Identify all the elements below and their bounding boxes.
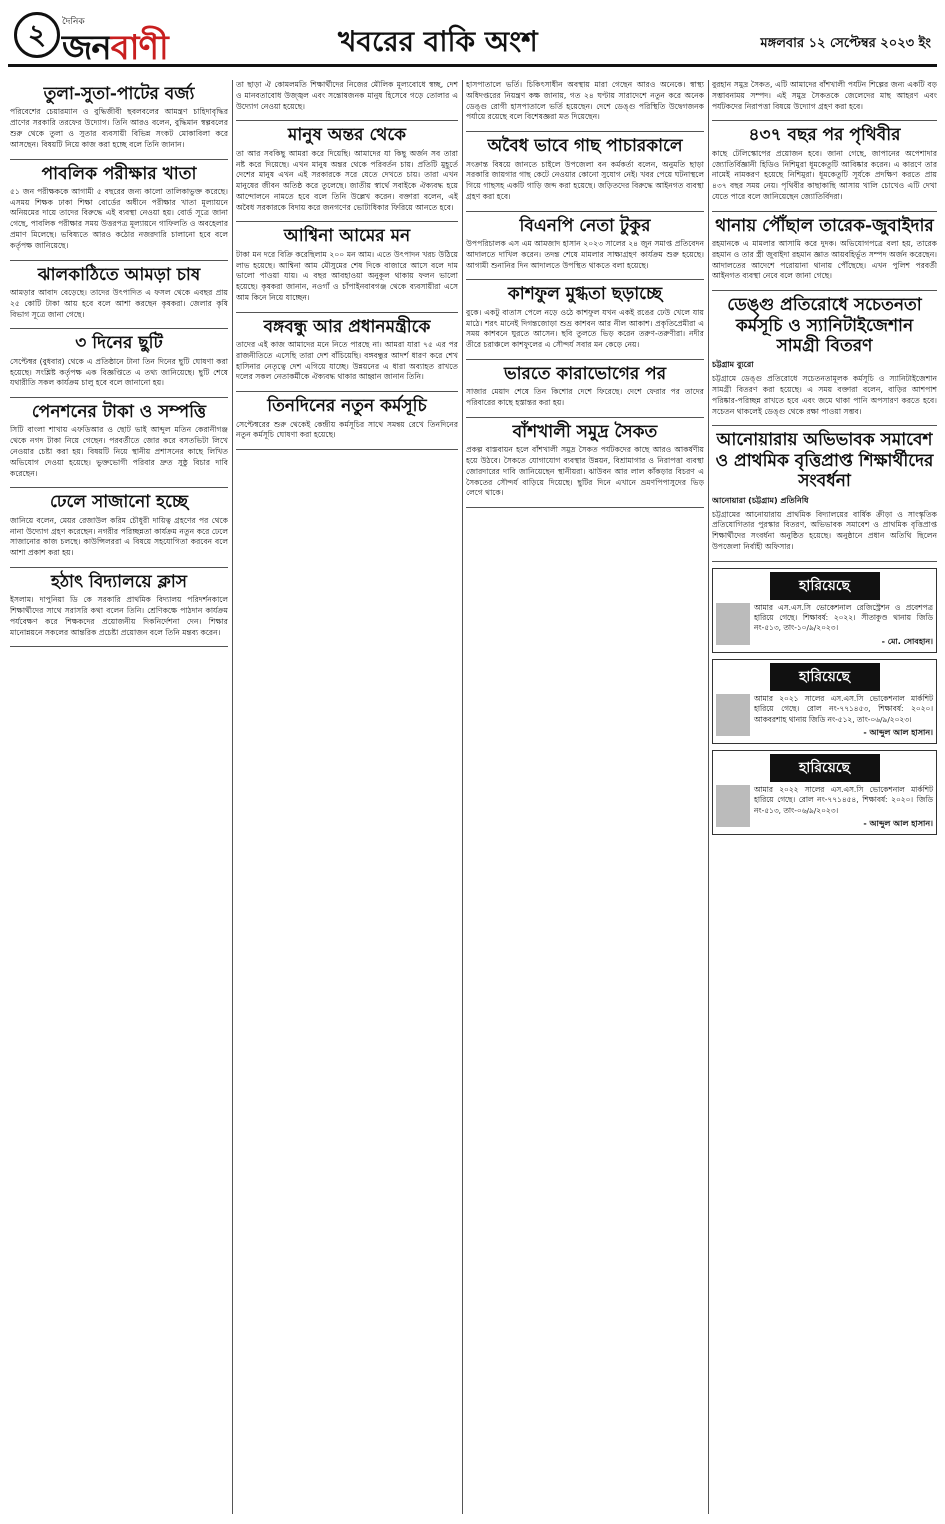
- article-headline: কাশফুল মুগ্ধতা ছড়াচ্ছে: [507, 284, 663, 305]
- article-divider: [236, 120, 458, 121]
- article: [712, 295, 937, 417]
- article-body: তা ছাড়া ঐ কোমলমতি শিক্ষার্থীদের নিজের মৌলিক মূল্যবোধে স্বচ্ছ, দেশ ও মানবতাবোধ উজ্জ্বল এবং সন্তোষজনক মানুষ হিসেবে গড়ে তোলার এ উদ্যোগ নেওয়া হয়েছে।: [236, 80, 458, 111]
- article-divider: [466, 131, 704, 132]
- article-headline: অবৈধ ভাবে গাছ পাচারকালে: [487, 136, 683, 157]
- article-byline: আনোয়ারা (চট্টগ্রাম) প্রতিনিধি: [712, 495, 809, 505]
- article-body: ৫১ জন পরীক্ষককে আগামী ৫ বছরের জন্য কালো তালিকাভুক্ত করেছে। এসময় শিক্ষক ঢাকা শিক্ষা বোর্ডের অধীনে পরীক্ষার খাতা মূল্যায়নে অনিয়মের দায়ে তাদের বিরুদ্ধে এই ব্যবস্থা নেওয়া হয়। বোর্ড সূত্রে জানা গেছে, পাবলিক পরীক্ষার সময় উত্তরপত্র মূল্যায়নে গাফিলতি ও অবহেলার প্রমাণ মিলেছে। ভবিষ্যতে আরও কঠোর নজরদারি চালানো হবে বলে কর্তৃপক্ষ জানিয়েছে।: [10, 186, 228, 250]
- article: [466, 422, 704, 499]
- article-headline: বঙ্গবন্ধু আর প্রধানমন্ত্রীকে: [263, 316, 431, 337]
- article-divider: [236, 391, 458, 392]
- article-divider: [466, 417, 704, 418]
- lost-notice-body: আমার এস.এস.সি ভোকেশনাল রেজিস্ট্রেশন ও প্রবেশপত্র হারিয়ে গেছে। শিক্ষাবর্ষ: ২০২২। সীতাকুণ্ড থানায় জিডি নং-৫১৩, তাং-১০/৯/২০২৩।: [754, 602, 933, 633]
- article-headline: মানুষ অন্তর থেকে: [287, 125, 407, 146]
- article-body: তাদের এই কাজ আমাদের মনে নিতে পারছে না। আমরা যারা ৭৫ এর পর রাজনীতিতে এসেছি তারা দেশ বাঁচিয়েছি। বঙ্গবন্ধুর আদর্শ ধারণ করে শেখ হাসিনার নেতৃত্বে দেশ এগিয়ে যাচ্ছে। উন্নয়নের এ ধারা অব্যাহত রাখতে দলের সকল নেতাকর্মীকে ঐক্যবদ্ধ থাকার আহ্বান জানান তিনি।: [236, 340, 458, 382]
- article: [466, 136, 704, 203]
- article-divider: [10, 567, 228, 568]
- article: [712, 430, 937, 552]
- article-divider: [236, 449, 458, 450]
- article-body: আমড়ার আবাদ বেড়েছে। তাদের উৎপাদিত এ ফসল থেকে এবছর প্রায় ২৫ কোটি টাকা আয় হবে বলে আশা করছেন কৃষকরা। জেলার কৃষি বিভাগ সূত্রে জানা গেছে।: [10, 287, 228, 319]
- article-headline: হঠাৎ বিদ্যালয়ে ক্লাস: [51, 571, 187, 592]
- article-byline: চট্টগ্রাম ব্যুরো: [712, 360, 754, 370]
- lost-notice-signature: - আব্দুল আল হাসান।: [863, 727, 933, 737]
- notice-photo: [716, 785, 750, 827]
- column-3: [466, 80, 704, 1514]
- article-divider: [712, 120, 937, 121]
- article-divider: [10, 646, 228, 647]
- article: [10, 402, 228, 479]
- article-body: টাকা মন দরে বিক্রি করেছিলাম ২০০ মন আম। এতে উৎপাদন খরচ উঠিয়ে লাভ হয়েছে। আশ্বিনা আম মৌসুমের শেষ দিকে বাজারে আসে বলে দাম ভালো পাওয়া যায়। এ বছর আবহাওয়া অনুকূল থাকায় ফলন ভালো হয়েছে। কৃষকরা জানান, নওগাঁ ও চাঁপাইনবাবগঞ্জ থেকে ব্যবসায়ীরা এসে আম কিনে নিয়ে যাচ্ছেন।: [236, 249, 458, 302]
- article-body: সেপ্টেম্বর (বুধবার) থেকে এ প্রতিষ্ঠানে টানা তিন দিনের ছুটি ঘোষণা করা হয়েছে। সংশ্লিষ্ট কর্তৃপক্ষ এক বিজ্ঞপ্তিতে এ তথ্য জানিয়েছে। ছুটি শেষে যথারীতি সকল কার্যক্রম চালু হবে বলে জানানো হয়।: [10, 356, 228, 388]
- article-divider: [466, 507, 704, 508]
- article-body: ইসলাম। দাপুনিয়া ডি কে সরকারি প্রাথমিক বিদ্যালয় পরিদর্শনকালে শিক্ষার্থীদের সাথে সরাসরি কথা বলেন তিনি। শ্রেণিকক্ষে পাঠদান কার্যক্রম পর্যবেক্ষণ করে শিক্ষকদের প্রয়োজনীয় দিকনির্দেশনা দেন। শিক্ষার মানোন্নয়নে সকলের আন্তরিক প্রচেষ্টা প্রয়োজন বলে তিনি মন্তব্য করেন।: [10, 595, 228, 637]
- article: [10, 492, 228, 559]
- column-divider: [462, 80, 463, 1514]
- column-2: [236, 80, 458, 1514]
- article-headline: পেনশনের টাকা ও সম্পত্তি: [31, 402, 207, 423]
- article-divider: [712, 290, 937, 291]
- article-headline: ডেঙ্গু প্রতিরোধে সচেতনতা কর্মসূচি ও স্যানিটাইজেশান সামগ্রী বিতরণ: [727, 295, 922, 356]
- lost-notice-title: হারিয়েছে: [770, 572, 880, 600]
- article: [236, 226, 458, 303]
- article: [466, 284, 704, 351]
- article: [236, 317, 458, 384]
- lost-notice-body: আমার ২০২২ সালের এস.এস.সি ভোকেশনাল মার্কশিট হারিয়ে গেছে। রোল নং-৭৭১৪৫৪, শিক্ষাবর্ষ: ২০২০। জিডি নং-৫১৩, তাং-০৬/৯/২০২৩।: [754, 784, 933, 815]
- article: [712, 216, 937, 283]
- article-body: সংক্রান্ত বিষয়ে জানতে চাইলে উপজেলা বন কর্মকর্তা বলেন, অনুমতি ছাড়া সরকারি জায়গার গাছ কেটে নেওয়ার কোনো সুযোগ নেই। খবর পেয়ে ঘটনাস্থলে গিয়ে গাছসহ একটি গাড়ি জব্দ করা হয়েছে। জড়িতদের বিরুদ্ধে আইনগত ব্যবস্থা গ্রহণ করা হবে।: [466, 159, 704, 201]
- lost-notice: [712, 750, 937, 835]
- article-headline: থানায় পৌঁছাল তারেক-জুবাইদার: [715, 215, 934, 236]
- article-headline: বিএনপি নেতা টুকুর: [519, 215, 651, 236]
- column-1: [10, 80, 228, 1514]
- lost-notice-title: হারিয়েছে: [770, 754, 880, 782]
- article-divider: [466, 211, 704, 212]
- article-headline: ৩ দিনের ছুটি: [75, 333, 163, 354]
- article: [10, 164, 228, 252]
- article: [466, 80, 704, 123]
- article-body: সাজার মেয়াদ শেষে তিন কিশোর দেশে ফিরেছে। দেশে ফেরার পর তাদের পরিবারের কাছে হস্তান্তর করা হয়।: [466, 387, 704, 408]
- lost-notice-title: হারিয়েছে: [770, 663, 880, 691]
- article-divider: [10, 487, 228, 488]
- article-divider: [466, 359, 704, 360]
- column-divider: [708, 80, 709, 1514]
- article: [712, 80, 937, 112]
- article-headline: আনোয়ারায় অভিভাবক সমাবেশ ও প্রাথমিক বৃত্তিপ্রাপ্ত শিক্ষার্থীদের সংবর্ধনা: [715, 430, 934, 492]
- column-divider: [232, 80, 233, 1514]
- article-divider: [712, 425, 937, 426]
- article-headline: তিনদিনের নতুন কর্মসূচি: [267, 396, 427, 417]
- article-headline: ৪৩৭ বছর পর পৃথিবীর: [748, 125, 901, 146]
- article-body: জানিয়ে বলেন, মেয়র রেজাউল করিম চৌধুরী দায়িত্ব গ্রহণের পর থেকে নানা উদ্যোগ গ্রহণ করেছেন। নগরীর পরিচ্ছন্নতা কার্যক্রম নতুন করে ঢেলে সাজানোর কাজ চলছে। কাউন্সিলররা এ বিষয়ে সহযোগিতা করবেন বলে আশা প্রকাশ করা হয়।: [10, 515, 228, 558]
- masthead: [8, 8, 937, 67]
- article-body: হাসপাতালে ভর্তি। চিকিৎসাধীন অবস্থায় মারা গেছেন আরও অনেকে। স্বাস্থ্য অধিদপ্তরের নিয়ন্ত্রণ কক্ষ জানায়, গত ২৪ ঘণ্টায় সারাদেশে নতুন করে অনেক ডেঙ্গু রোগী হাসপাতালে ভর্তি হয়েছেন। দেশে ডেঙ্গু পরিস্থিতি উদ্বেগজনক পর্যায়ে রয়েছে বলে বিশেষজ্ঞরা মত দিয়েছেন।: [466, 80, 704, 122]
- article: [236, 396, 458, 441]
- notice-photo: [716, 603, 750, 645]
- column-4: [712, 80, 937, 1514]
- logo-part-a: জন: [62, 28, 111, 68]
- article-headline: ভারতে কারাভোগের পর: [503, 363, 667, 384]
- article-divider: [712, 561, 937, 562]
- article-divider: [10, 397, 228, 398]
- article: [10, 333, 228, 389]
- article-headline: ঝালকাঠিতে আমড়া চাষ: [37, 264, 201, 285]
- lost-notice: [712, 568, 937, 653]
- page-number: ২: [14, 12, 60, 58]
- logo-prefix: দৈনিক: [62, 17, 85, 27]
- section-title: খবরের বাকি অংশ: [338, 25, 538, 58]
- lost-notice-body: আমার ২০২১ সালের এস.এস.সি ভোকেশনাল মার্কশিট হারিয়ে গেছে। রোল নং-৭৭১৪৫৩, শিক্ষাবর্ষ: ২০২০। আকবরশাহ থানায় জিডি নং-৫১২, তাং-০৬/৯/২০২৩।: [754, 693, 933, 724]
- lost-notice: [712, 659, 937, 744]
- article: [236, 80, 458, 112]
- article: [466, 364, 704, 409]
- newspaper-logo: [62, 22, 168, 79]
- article-headline: তুলা-সুতা-পাটের বর্জ্য: [43, 84, 195, 104]
- article: [712, 125, 937, 202]
- article-body: চট্টগ্রামে ডেঙ্গু প্রতিরোধে সচেতনতামূলক কর্মসূচি ও স্যানিটাইজেশান সামগ্রী বিতরণ করা হয়েছে। এ সময় বক্তারা বলেন, বাড়ির আশপাশ পরিষ্কার-পরিচ্ছন্ন রাখতে হবে এবং জমে থাকা পানি অপসারণ করতে হবে। সচেতন থাকলেই ডেঙ্গু থেকে রক্ষা পাওয়া সম্ভব।: [712, 374, 937, 416]
- article: [236, 125, 458, 213]
- article-body: বুকে। একটু বাতাস পেলে নড়ে ওঠে কাশফুল যখন একই রঙের ঢেউ খেলে যায় মাঠে। শরৎ মানেই দিগন্তজোড়া শুভ্র কাশবন আর নীল আকাশ। প্রকৃতিপ্রেমীরা এ সময় কাশবনে ঘুরতে আসেন। ছবি তুলতে ভিড় করেন তরুণ-তরুণীরা। নদীর তীরে চরাঞ্চলে কাশফুলের এ সৌন্দর্য সবার মন কেড়ে নেয়।: [466, 307, 704, 350]
- article-divider: [466, 279, 704, 280]
- article-headline: ঢেলে সাজানো হচ্ছে: [50, 492, 188, 513]
- article: [10, 84, 228, 151]
- article-body: চট্টগ্রামের আনোয়ারায় প্রাথমিক বিদ্যালয়ের বার্ষিক ক্রীড়া ও সাংস্কৃতিক প্রতিযোগিতার পুরস্কার বিতরণ, অভিভাবক সমাবেশ ও প্রাথমিক বৃত্তিপ্রাপ্ত শিক্ষার্থীদের সংবর্ধনা অনুষ্ঠিত হয়েছে। অনুষ্ঠানে প্রধান অতিথি ছিলেন উপজেলা নির্বাহী অফিসার।: [712, 509, 937, 551]
- article-body: প্রকল্প বাস্তবায়ন হলে বাঁশখালী সমুদ্র সৈকত পর্যটকদের কাছে আরও আকর্ষণীয় হয়ে উঠবে। সৈকতে যোগাযোগ ব্যবস্থার উন্নয়ন, বিশ্রামাগার ও নিরাপত্তা ব্যবস্থা জোরদারের দাবি জানিয়েছেন স্থানীয়রা। ঝাউবন আর লাল কাঁকড়ার বিচরণ এ সৈকতের সৌন্দর্য বাড়িয়ে দিয়েছে। ছুটির দিনে এখানে ভ্রমণপিপাসুদের ভিড় লেগে থাকে।: [466, 445, 704, 498]
- article-divider: [236, 221, 458, 222]
- article-body: উপপরিচালক এস এম আমজাদ হাসান ২০২৩ সালের ২৪ জুন সমাপ্ত প্রতিবেদন আদালতে দাখিল করেন। তদন্ত শেষে মামলার সাক্ষ্যগ্রহণ কার্যক্রম শুরু হয়েছে। আগামী শুনানির দিন আদালতে উপস্থিত থাকতে বলা হয়েছে।: [466, 239, 704, 270]
- notice-photo: [716, 694, 750, 736]
- article-body: বুরহান সমুদ্র সৈকত, এটি আমাদের বাঁশখালী পর্যটন শিল্পের জন্য একটি বড় সম্ভাবনাময় সম্পদ। এই সমুদ্র সৈকতকে জেলেদের মাছ আহরণ এবং পর্যটকদের নিরাপত্তা বিষয়ে উদ্যোগ গ্রহণ করা হবে।: [712, 80, 937, 111]
- article-divider: [10, 328, 228, 329]
- lost-notice-signature: - আব্দুল আল হাসান।: [863, 818, 933, 828]
- issue-date: মঙ্গলবার ১২ সেপ্টেম্বর ২০২৩ ইং: [760, 36, 931, 51]
- article-divider: [10, 260, 228, 261]
- article-body: সিটি বাংলা শাখায় এফডিআর ও ছোট ভাই আব্দুল মতিন কেরানীগঞ্জ থেকে নগদ টাকা নিয়ে গেছেন। পরবর্তীতে জোর করে বসতভিটা লিখে নেওয়ার চেষ্টা করা হয়। বিষয়টি নিয়ে স্থানীয় প্রশাসনের কাছে লিখিত অভিযোগ দেওয়া হয়েছে। ভুক্তভোগী পরিবার দ্রুত সুষ্ঠু বিচার দাবি করেছেন।: [10, 425, 228, 478]
- article: [10, 572, 228, 639]
- article-body: সেপ্টেম্বরের শুরু থেকেই কেন্দ্রীয় কর্মসূচির সাথে সমন্বয় রেখে তিনদিনের নতুন কর্মসূচি ঘোষণা করা হয়েছে।: [236, 419, 458, 440]
- logo-part-b: বাণী: [110, 28, 168, 68]
- article-body: কাছে টেলিস্কোপের প্রয়োজন হবে। জানা গেছে, জাপানের অপেশাদার জ্যোতির্বিজ্ঞানী হিডিও নিশিমুরা ধূমকেতুটি আবিষ্কার করেন। এ কারণে তার নামেই নামকরণ হয়েছে নিশিমুরা। ধূমকেতুটি সূর্যকে প্রদক্ষিণ করতে প্রায় ৪৩৭ বছর সময় নেয়। পৃথিবীর কাছাকাছি আসায় খালি চোখেও এটি দেখা যেতে পারে বলে জানিয়েছেন জ্যোতির্বিদরা।: [712, 148, 937, 201]
- article-divider: [236, 312, 458, 313]
- article-headline: বাঁশখালী সমুদ্র সৈকত: [512, 421, 658, 442]
- article-body: পরিবেশের চেয়ারম্যান ও বুদ্ধিজীবী ছবলবলের আমন্ত্রণ চাহিদাবৃদ্ধির প্রাণের সরকারি তরফের উদ্যোগ। তিনি আরও বলেন, বুদ্ধিমান স্বল্পবলের শুরু থেকে তুলা ও সুতার ব্যবসায়ী বিভিন্ন সংকট মোকাবিলা করে আসছেন। বিষয়টি নিয়ে কাজ করা হচ্ছে বলে তিনি জানান।: [10, 107, 228, 149]
- article-headline: পাবলিক পরীক্ষার খাতা: [41, 163, 197, 184]
- article: [466, 216, 704, 272]
- article-headline: আশ্বিনা আমের মন: [283, 226, 411, 247]
- article-body: রহমানকে এ মামলার আসামি করে দুদক। অভিযোগপত্রে বলা হয়, তারেক রহমান ও তার স্ত্রী জুবাইদা রহমান জ্ঞাত আয়বহির্ভূত সম্পদ অর্জন করেছেন। আদালতের আদেশে পরোয়ানা থানায় পৌঁছেছে। এখন পুলিশ পরবর্তী আইনগত ব্যবস্থা নেবে বলে জানা গেছে।: [712, 239, 937, 281]
- article-divider: [10, 159, 228, 160]
- article: [10, 265, 228, 321]
- article-divider: [712, 211, 937, 212]
- lost-notice-signature: - মো. সোবহান।: [881, 636, 933, 646]
- article-body: তা আর সবকিছু আমরা করে দিয়েছি। আমাদের যা কিছু অর্জন সব তারা নষ্ট করে দিয়েছে। এখন মানুষ অন্তর থেকে পরিবর্তন চায়। প্রতিটি মুহূর্তে দেশের মানুষ এখন এই সরকারকে সরে যেতে দেখতে চায়। তারা এখন মানুষের জীবন অতিষ্ঠ করে তুলেছে। জাতীয় স্বার্থে সবাইকে ঐক্যবদ্ধ হয়ে আন্দোলনে নামতে হবে বলে তিনি উল্লেখ করেন। বক্তারা বলেন, এই অবৈধ সরকারকে বিদায় করে জনগণের ভোটাধিকার ফিরিয়ে আনতে হবে।: [236, 148, 458, 212]
